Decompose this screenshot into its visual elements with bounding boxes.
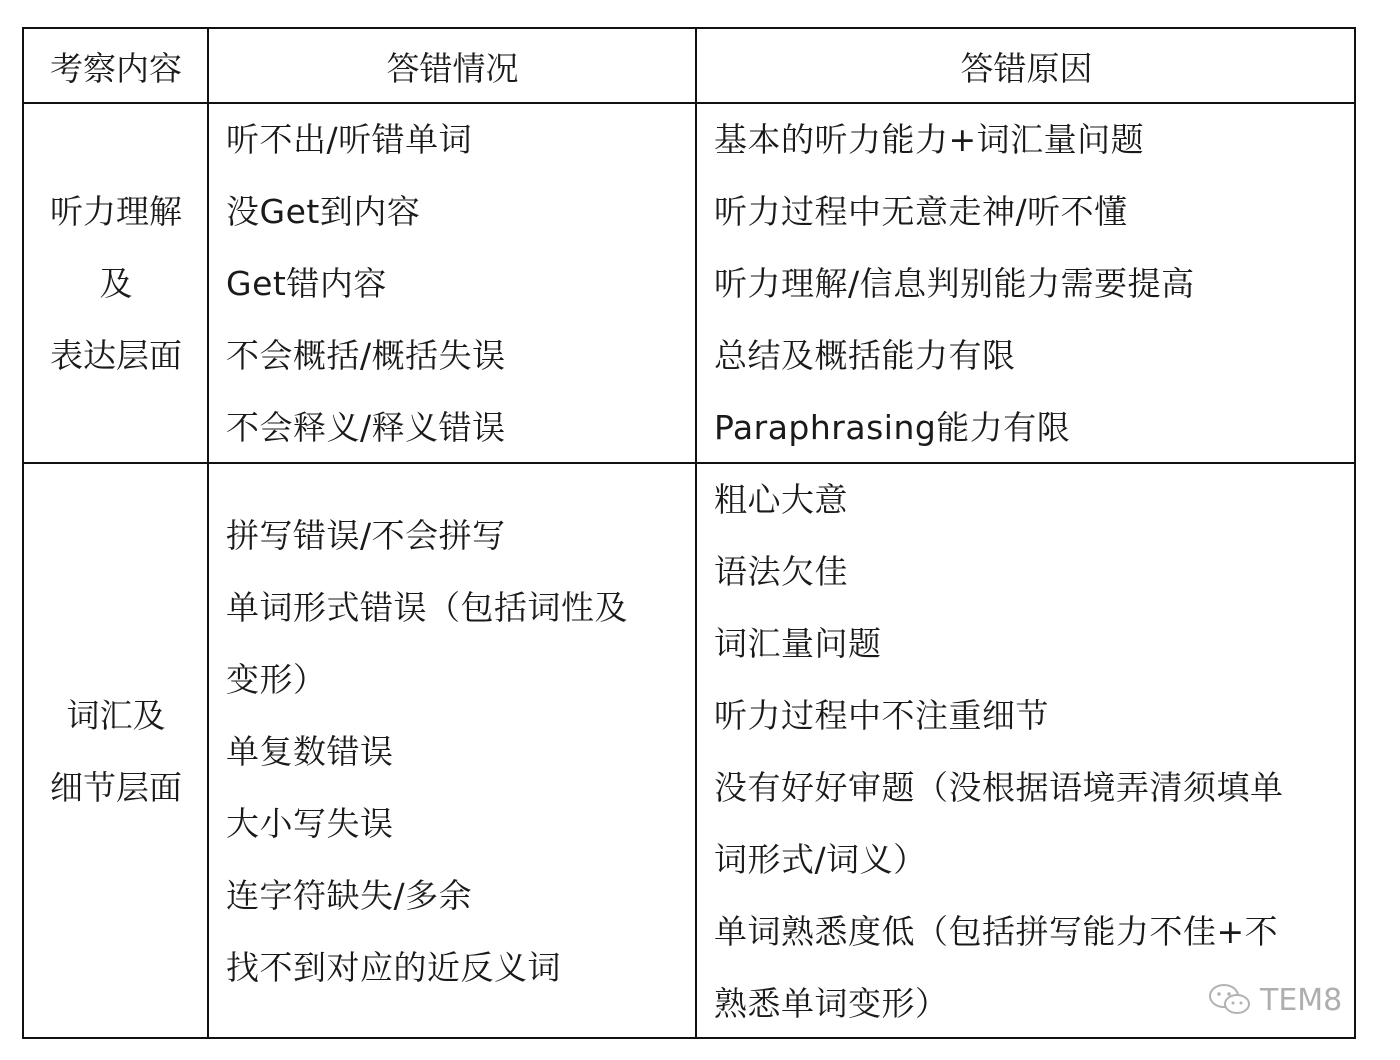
category-line: 及 — [99, 264, 133, 303]
watermark — [1208, 982, 1342, 1018]
category-line: 词汇及 — [66, 696, 166, 735]
column-divider-2 — [695, 29, 697, 1037]
error-analysis-table — [22, 27, 1356, 1039]
header-cell-reason — [697, 29, 1356, 103]
situation-item: 变形） — [226, 660, 327, 699]
watermark-text: TEM8 — [1260, 982, 1343, 1018]
category-line: 细节层面 — [50, 768, 182, 807]
header-cell-content — [24, 29, 208, 103]
situation-item: 连字符缺失/多余 — [226, 876, 473, 915]
reason-item: 总结及概括能力有限 — [714, 336, 1016, 375]
reason-item: 词汇量问题 — [714, 624, 882, 663]
situation-item: 大小写失误 — [226, 804, 394, 843]
category-line: 表达层面 — [50, 336, 182, 375]
situation-item: 拼写错误/不会拼写 — [226, 516, 506, 555]
reason-item: 没有好好审题（没根据语境弄清须填单 — [714, 768, 1284, 807]
reason-item: 听力过程中无意走神/听不懂 — [714, 192, 1128, 231]
situation-item: Get错内容 — [226, 264, 387, 303]
reason-item: 熟悉单词变形） — [714, 984, 949, 1023]
reason-item: 听力过程中不注重细节 — [714, 696, 1049, 735]
column-divider-1 — [207, 29, 209, 1037]
reason-item: 语法欠佳 — [714, 552, 848, 591]
situation-item: 单复数错误 — [226, 732, 394, 771]
situation-item: 听不出/听错单词 — [226, 120, 473, 159]
header-label-situation: 答错情况 — [386, 48, 519, 88]
reason-item: 听力理解/信息判别能力需要提高 — [714, 264, 1195, 303]
header-label-reason: 答错原因 — [960, 48, 1093, 88]
reason-item: Paraphrasing能力有限 — [714, 408, 1071, 447]
situation-item: 不会概括/概括失误 — [226, 336, 506, 375]
situation-item: 没Get到内容 — [226, 192, 421, 231]
situation-item: 不会释义/释义错误 — [226, 408, 506, 447]
header-cell-situation — [209, 29, 696, 103]
situation-item: 找不到对应的近反义词 — [226, 948, 561, 987]
reason-item: 基本的听力能力+词汇量问题 — [714, 120, 1145, 159]
reason-item: 词形式/词义） — [714, 840, 927, 879]
situation-item: 单词形式错误（包括词性及 — [226, 588, 628, 627]
reason-item: 粗心大意 — [714, 480, 848, 519]
category-line: 听力理解 — [50, 192, 182, 231]
row-divider — [24, 462, 1354, 464]
header-label-content: 考察内容 — [50, 48, 182, 88]
reason-item: 单词熟悉度低（包括拼写能力不佳+不 — [714, 912, 1279, 951]
wechat-icon — [1208, 982, 1252, 1018]
